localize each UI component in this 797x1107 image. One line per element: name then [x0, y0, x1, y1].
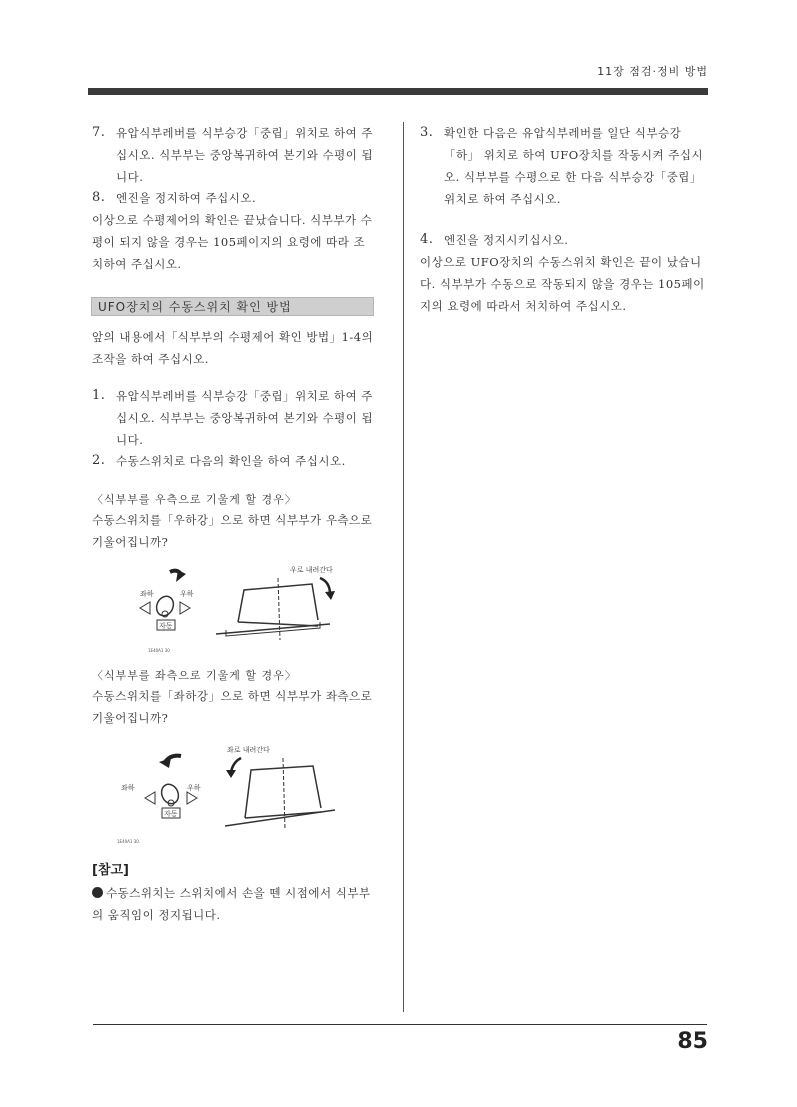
- step-text: 엔진을 정지시키십시오.: [444, 233, 569, 247]
- note-text: 수동스위치는 스위치에서 손을 뗀 시점에서 식부부의 움직임이 정지됩니다.: [92, 886, 371, 922]
- page-number: 85: [677, 1029, 708, 1054]
- step-text: 수동스위치로 다음의 확인을 하여 주십시오.: [116, 454, 346, 468]
- right-label: 우하: [187, 784, 201, 792]
- figure-code: 1E40A1 30: [148, 648, 170, 653]
- step-2: [92, 450, 376, 472]
- left-label: 좌하: [140, 590, 154, 598]
- section-title: UFO장치의 수동스위치 확인 방법: [91, 297, 374, 316]
- step-number: 1.: [92, 388, 106, 403]
- step-4: [420, 229, 706, 251]
- figure-caption: 좌로 내려간다: [227, 746, 270, 754]
- figure-caption: 우로 내려간다: [290, 566, 333, 574]
- footer-rule: [93, 1024, 707, 1025]
- auto-label: 자동: [159, 622, 173, 630]
- arrow-down-right-icon: [320, 578, 330, 594]
- step-text: 확인한 다음은 유압식부레버를 일단 식부승강「하」 위치로 하여 UFO장치를 작동시켜 주십시오. 식부부를 수평으로 한 다음 식부승강「중립」위치로 하여 주십시오.: [444, 126, 704, 206]
- step-number: 4.: [420, 232, 434, 247]
- auto-label: 자동: [164, 810, 178, 818]
- right-label: 우하: [180, 590, 194, 598]
- column-divider: [403, 122, 404, 1012]
- step-number: 3.: [420, 125, 434, 140]
- step-number: 2.: [92, 453, 106, 468]
- step-8: [92, 187, 376, 209]
- step-text: 유압식부레버를 식부승강「중립」위치로 하여 주십시오. 식부부는 중앙복귀하여 본기와 수평이 됩니다.: [116, 126, 374, 184]
- paragraph: 이상으로 수평제어의 확인은 끝났습니다. 식부부가 수평이 되지 않을 경우는 105페이지의 요령에 따라 조치하여 주십시오.: [92, 213, 373, 271]
- step-1: [92, 385, 376, 451]
- chapter-header: 11장 점검·정비 방법: [597, 65, 708, 78]
- step-7: [92, 122, 376, 188]
- step-text: 유압식부레버를 식부승강「중립」위치로 하여 주십시오. 식부부는 중앙복귀하여 본기와 수평이 됩니다.: [116, 389, 374, 447]
- step-text: 엔진을 정지하여 주십시오.: [116, 191, 257, 205]
- header-rule: [88, 88, 708, 95]
- paragraph: 수동스위치를「우하강」으로 하면 식부부가 우측으로 기울어집니까?: [92, 513, 373, 549]
- arrow-down-left-icon: [231, 758, 241, 772]
- note-heading: [참고]: [92, 863, 129, 878]
- sub-heading: 〈식부부를 우측으로 기울게 할 경우〉: [92, 493, 297, 506]
- paragraph: 이상으로 UFO장치의 수동스위치 확인은 끝이 났습니다. 식부부가 수동으로 작동되지 않을 경우는 105페이지의 요령에 따라서 처치하여 주십시오.: [420, 255, 705, 313]
- step-number: 7.: [92, 125, 106, 140]
- figure-code: 1E40A1 30.: [117, 839, 141, 844]
- figure-tilt-left: [115, 742, 365, 847]
- paragraph: 수동스위치를「좌하강」으로 하면 식부부가 좌측으로 기울어집니까?: [92, 689, 373, 725]
- bullet-icon: [92, 887, 103, 898]
- step-3: [420, 122, 706, 210]
- note-body: [92, 882, 378, 926]
- paragraph: 앞의 내용에서「식부부의 수평제어 확인 방법」1-4의 조작을 하여 주십시오.: [92, 330, 374, 366]
- left-label: 좌하: [121, 784, 135, 792]
- step-number: 8.: [92, 190, 106, 205]
- sub-heading: 〈식부부를 좌측으로 기울게 할 경우〉: [92, 669, 297, 682]
- figure-tilt-right: [120, 560, 370, 665]
